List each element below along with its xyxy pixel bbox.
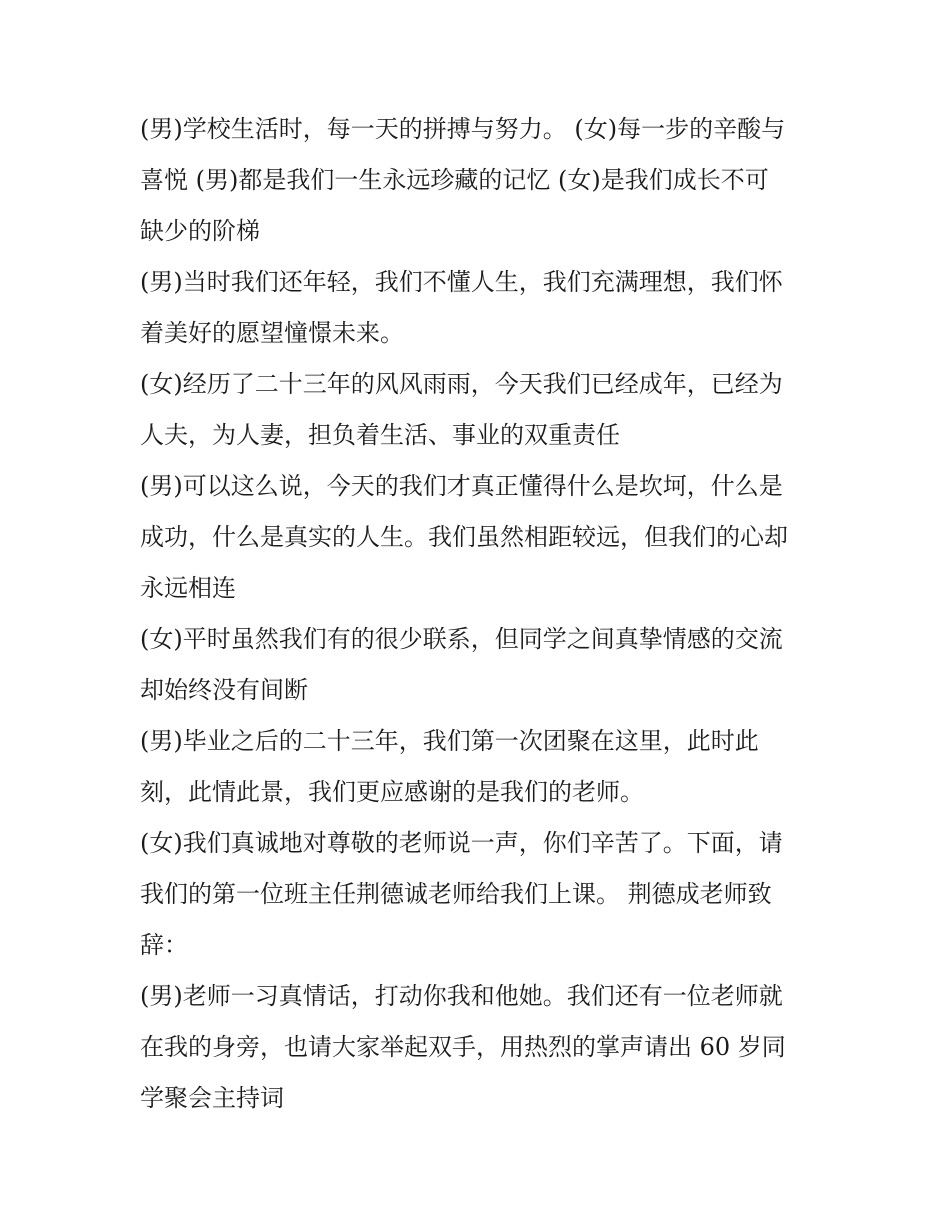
text-line: (女)经历了二十三年的风风雨雨，今天我们已经成年，已经为: [140, 370, 783, 398]
text-line: 喜悦 (男)都是我们一生永远珍藏的记忆 (女)是我们成长不可: [140, 166, 769, 194]
text-line: 人夫，为人妻，担负着生活、事业的双重责任: [140, 421, 620, 449]
document-body: [140, 104, 820, 1124]
text-line: (男)学校生活时，每一天的拼搏与努力。 (女)每一步的辛酸与: [140, 115, 786, 143]
text-line: 永远相连: [140, 574, 236, 602]
text-line: 缺少的阶梯: [140, 217, 260, 245]
text-line: 刻，此情此景，我们更应感谢的是我们的老师。: [140, 778, 644, 806]
text-line: 学聚会主持词: [140, 1084, 284, 1112]
text-line: (男)当时我们还年轻，我们不懂人生，我们充满理想，我们怀: [140, 268, 783, 296]
text-line: 在我的身旁，也请大家举起双手，用热烈的掌声请出 60 岁同: [140, 1033, 786, 1061]
text-line: (男)老师一习真情话，打动你我和他她。我们还有一位老师就: [140, 982, 783, 1010]
text-line: 着美好的愿望憧憬未来。: [140, 319, 404, 347]
text-line: 辞：: [140, 931, 188, 959]
text-line: (女)我们真诚地对尊敬的老师说一声，你们辛苦了。下面，请: [140, 829, 783, 857]
text-line: (男)可以这么说，今天的我们才真正懂得什么是坎坷，什么是: [140, 472, 783, 500]
text-line: 成功，什么是真实的人生。我们虽然相距较远，但我们的心却: [140, 523, 788, 551]
text-line: 却始终没有间断: [140, 676, 308, 704]
text-line: (男)毕业之后的二十三年，我们第一次团聚在这里，此时此: [140, 727, 759, 755]
text-line: (女)平时虽然我们有的很少联系，但同学之间真挚情感的交流: [140, 625, 783, 653]
text-line: 我们的第一位班主任荆德诚老师给我们上课。 荆德成老师致: [140, 880, 772, 908]
